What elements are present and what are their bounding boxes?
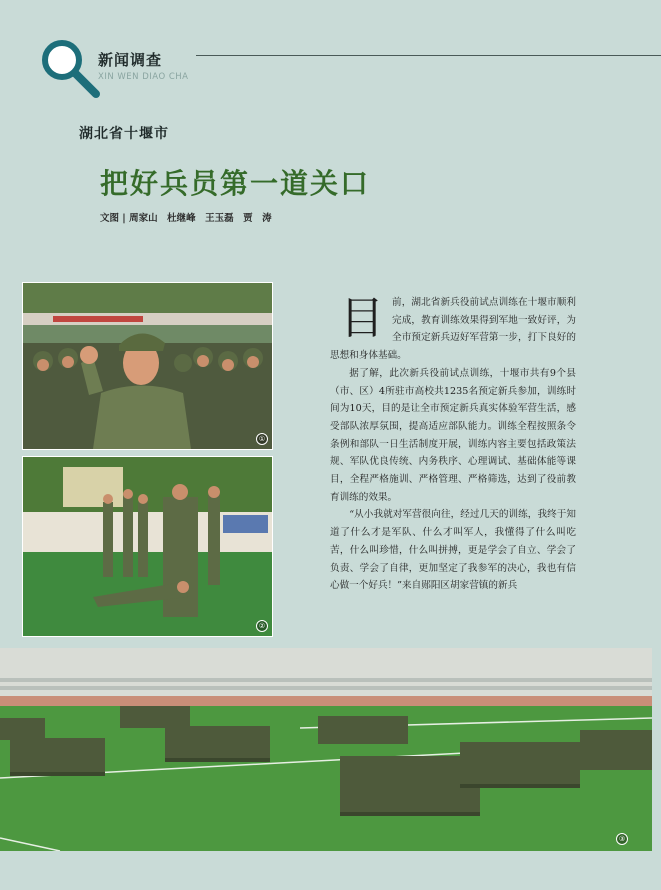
article-location: 湖北省十堰市	[79, 126, 169, 142]
photo-formation-march	[0, 648, 652, 851]
paragraph: 前，湖北省新兵役前试点训练在十堰市顺利完成，教育训练效果得到军地一致好评，为全市预定新兵迈好军营第一步，打下良好的思想和身体基础。	[330, 297, 576, 362]
section-subtitle: XIN WEN DIAO CHA	[98, 72, 189, 82]
article-byline: 文图 | 周家山 杜继峰 王玉磊 贾 涛	[100, 213, 272, 224]
photo-number: ③	[616, 833, 628, 845]
magnifier-icon	[38, 38, 102, 100]
photo-number: ①	[256, 433, 268, 445]
photo-number: ②	[256, 620, 268, 632]
section-title: 新闻调查	[98, 51, 163, 69]
photo-oath	[22, 282, 273, 450]
paragraph: “从小我就对军营很向往，经过几天的训练，我终于知道了什么才是军队、什么才叫军人，我懂得了什么叫吃苦，什么叫珍惜，什么叫拼搏，更是学会了自立、学会了负责、学会了自律，更加坚定了我参军的决心，我也有信心做一个好兵！”来自郧阳区胡家营镇的新兵	[330, 509, 576, 592]
article-headline: 把好兵员第一道关口	[100, 167, 371, 200]
dropcap: 目	[340, 293, 384, 344]
article-body	[330, 294, 576, 595]
photo-combat-training	[22, 456, 273, 637]
section-divider	[196, 55, 661, 56]
paragraph: 据了解，此次新兵役前试点训练，十堰市共有9个县（市、区）4所驻市高校共1235名预定新兵参加，训练时间为10天，目的是让全市预定新兵真实体验军营生活，感受部队浓厚氛围，提高适应部队能力。训练全程按照条令条例和部队一日生活制度开展，训练内容主要包括政策法规、军队优良传统、内务秩序、心理调试、基础体能等课目，全程严格施训、严格管理、严格筛选，达到了役前教育训练的效果。	[330, 367, 576, 503]
